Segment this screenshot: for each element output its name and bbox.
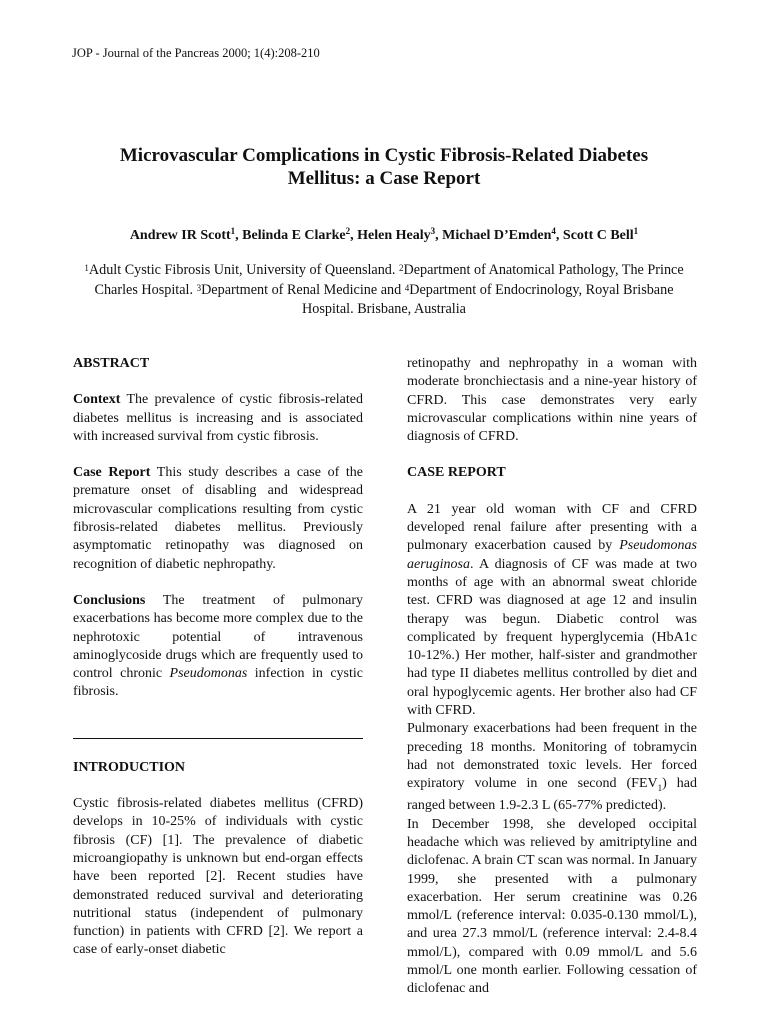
affiliation-mark: 2 <box>399 263 404 273</box>
case-p1-text-end: . A diagnosis of CF was made at two months of age with an abnormal sweat chloride test. CFRD was diagnosed at age 12 and insulin therapy was begun. Diabetic control was complicated by frequent hyperglycemia (HbA1c 10-12%.) Her mother, half-sister and grandmother had type II diabetes mellitus controlled by diet and oral hypoglycemic agents. Her brother also had CF with CFRD. <box>407 556 697 719</box>
author-list: Andrew IR Scott$^1$, Belinda E Clarke$^2$, Helen Healy$^3$, Michael D’Emden$^4$, Scott C Bell$^1$ <box>129 226 639 243</box>
case-paragraph-3: In December 1998, she developed occipital headache which was relieved by amitriptyline and diclofenac. A brain CT scan was normal. In January 1999, she presented with a pulmonary exacerbation. Her serum creatinine was 0.26 mmol/L (reference interval: 0.035-0.130 mmol/L), and urea 27.3 mmol/L (reference interval: 2.4-8.4 mmol/L), compared with 0.09 mmol/L and 5.6 mmol/L one month earlier. Following cessation of diclofenac and <box>407 816 697 997</box>
abstract-context <box>73 391 363 446</box>
case-paragraph-2 <box>407 720 697 815</box>
affiliation-1: Adult Cystic Fibrosis Unit, University of Queensland. <box>88 262 399 278</box>
case-p1-text: A 21 year old woman with CF and CFRD developed renal failure after presenting with a pulmonary exacerbation caused by <box>407 501 697 554</box>
affiliation-2: Department of Anatomical Pathology, The Prince Charles Hospital. <box>94 262 684 298</box>
abstract-heading: ABSTRACT <box>73 356 150 371</box>
conclusions-text: The treatment of pulmonary exacerbations has become more complex due to the nephrotoxic potential of intravenous aminoglycoside drugs which are frequently used to control chronic <box>73 592 363 682</box>
abstract-case-report <box>73 464 363 574</box>
running-head: JOP - Journal of the Pancreas 2000; 1(4):208-210 <box>72 46 320 60</box>
author-name: Andrew IR Scott <box>129 228 231 243</box>
author-name: Michael D’Emden <box>442 228 552 243</box>
case-report-heading: CASE REPORT <box>407 465 506 481</box>
paper-title <box>60 144 708 190</box>
affiliation-mark: 4 <box>404 282 410 293</box>
author-name: Belinda E Clarke <box>242 228 346 243</box>
introduction-heading: INTRODUCTION <box>73 759 186 775</box>
conclusions-text-end: infection in cystic fibrosis. <box>73 666 363 700</box>
author-name: Helen Healy <box>357 228 431 243</box>
case-p2-text-end: ) had ranged between 1.9-2.3 L (65-77% predicted). <box>407 776 697 814</box>
introduction-continuation: retinopathy and nephropathy in a woman with moderate bronchiectasis and a nine-year history of CFRD. This case demonstrates very early microvascular complications within nine years of diagnosis of CFRD. <box>407 356 697 445</box>
affiliation-mark: 3 <box>196 282 202 293</box>
case-report-label: Case Report <box>73 465 151 481</box>
introduction-text: Cystic fibrosis-related diabetes mellitus (CFRD) develops in 10-25% of individuals with cystic fibrosis (CF) [1]. The prevalence of diabetic microangiopathy is unknown but end-organ effects have been reported [2]. Recent studies have demonstrated reduced survival and deteriorating nutritional status (independent of pulmonary function) in patients with CFRD [2]. We report a case of early-onset diabetic <box>73 796 363 958</box>
affiliations <box>68 261 700 320</box>
left-column <box>73 355 363 960</box>
case-p2-text: Pulmonary exacerbations had been frequent in the preceding 18 months. Monitoring of tobramycin had not demonstrated toxic levels. Her forced expiratory volume in one second (FEV <box>407 721 697 792</box>
right-column <box>407 355 697 999</box>
title-line-1: Microvascular Complications in Cystic Fibrosis-Related Diabetes <box>119 145 649 166</box>
context-text: The prevalence of cystic fibrosis-related diabetes mellitus is increasing and is associated with increased survival from cystic fibrosis. <box>73 392 363 444</box>
affiliation-mark: 1 <box>84 263 89 273</box>
author-name: Scott C Bell <box>562 228 634 243</box>
context-label: Context <box>73 392 121 408</box>
author-affiliation-mark: 2 <box>345 226 351 236</box>
case-paragraph-1 <box>407 501 697 721</box>
affiliation-4: Department of Endocrinology, Royal Brisbane Hospital. Brisbane, Australia <box>302 281 674 317</box>
author-affiliation-mark: 3 <box>430 226 436 236</box>
conclusions-label: Conclusions <box>73 592 146 608</box>
author-affiliation-mark: 1 <box>633 226 639 236</box>
conclusions-italic: Pseudomonas <box>169 666 248 682</box>
affiliation-3: Department of Renal Medicine and <box>201 281 405 298</box>
author-affiliation-mark: 1 <box>230 226 236 236</box>
abstract-conclusions <box>73 592 363 702</box>
fev-subscript: 1 <box>657 783 663 794</box>
title-line-2: Mellitus: a Case Report <box>287 168 481 189</box>
case-p1-italic: Pseudomonas aeruginosa <box>407 538 697 572</box>
author-affiliation-mark: 4 <box>551 226 556 236</box>
case-report-text: This study describes a case of the premature onset of disabling and widespread microvascular complications resulting from cystic fibrosis-related diabetes mellitus. Previously asymptomatic retinopathy was diagnosed on recognition of diabetic nephropathy. <box>73 465 363 572</box>
